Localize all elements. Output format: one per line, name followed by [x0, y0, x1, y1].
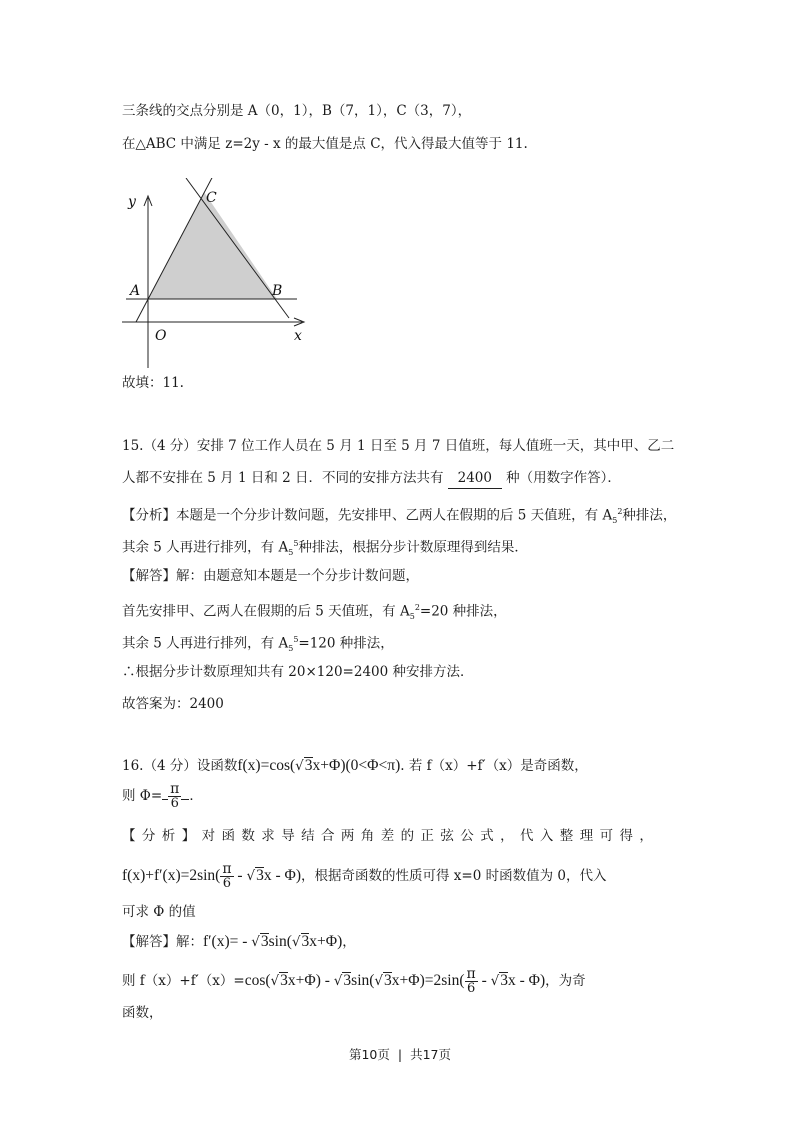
q15-line2: [122, 468, 621, 489]
label-c: C: [206, 190, 217, 206]
q16-solution-line3: 函数，: [122, 1005, 163, 1021]
sub: 5: [409, 612, 415, 622]
fraction: [465, 967, 478, 996]
q15-solution-line2: [122, 598, 507, 627]
formula: x+Φ): [309, 933, 343, 950]
label-o: O: [155, 328, 167, 344]
feasible-region: [148, 192, 277, 299]
sup: 2: [617, 507, 623, 516]
text: 【分析】本题是一个分步计数问题，先安排甲、乙两人在假期的后 5 天值班，有 A: [122, 507, 613, 524]
text: . 若 f（x）+f′（x）是奇函数，: [400, 758, 588, 774]
formula: f′(x)= -: [203, 933, 252, 950]
denominator: 6: [466, 981, 476, 996]
sup: 2: [414, 603, 420, 612]
sqrt-radicand: 3: [343, 972, 352, 989]
label-b: B: [272, 283, 283, 299]
text: 【解答】解：: [122, 934, 203, 950]
page-footer: [0, 1045, 800, 1063]
sqrt-radicand: 3: [500, 972, 508, 989]
sqrt-radicand: 3: [260, 933, 269, 950]
formula: -: [477, 972, 491, 989]
text: =120 种排法，: [298, 635, 394, 652]
denominator: 6: [222, 876, 232, 891]
sqrt-radicand: 3: [384, 972, 392, 989]
text: 16.（4 分）设函数: [122, 758, 238, 774]
denominator: 6: [170, 796, 179, 811]
q15-solution-line4: ∴根据分步计数原理知共有 20×120=2400 种安排方法．: [122, 664, 474, 680]
formula: x+Φ)=2sin(: [391, 972, 465, 989]
sqrt-radicand: 3: [304, 757, 313, 774]
sup: 5: [293, 635, 299, 644]
formula: f(x)=cos(: [237, 757, 296, 774]
sqrt-radicand: 3: [280, 972, 288, 989]
page-number: 第10页: [348, 1047, 390, 1062]
footer-separator: |: [397, 1047, 403, 1062]
q15-line1: 15.（4 分）安排 7 位工作人员在 5 月 1 日至 5 月 7 日值班，每人值班一天，其中甲、乙二: [122, 438, 675, 454]
numerator: π: [466, 966, 476, 982]
text: 则 Φ=: [122, 788, 163, 804]
sup: 5: [293, 539, 299, 548]
answer-fraction: [168, 782, 181, 811]
text: ，: [342, 934, 356, 950]
q16-analysis-line3: 可求 Φ 的值: [122, 904, 196, 920]
q15-analysis-line2: [122, 534, 528, 563]
text: ，根据奇函数的性质可得 x=0 时函数值为 0，代入: [300, 868, 607, 884]
numerator: π: [170, 781, 180, 797]
label-y: y: [128, 194, 136, 210]
page-total: 共17页: [410, 1047, 452, 1062]
formula: x - Φ): [263, 867, 301, 884]
text: =20 种排法，: [419, 603, 507, 620]
label-a: A: [130, 283, 141, 299]
q15-analysis-line1: [122, 502, 676, 531]
q15-answer-blank: 2400: [448, 468, 502, 489]
text-line: 在△ABC 中满足 z=2y - x 的最大值是点 C，代入得最大值等于 11.: [122, 136, 528, 152]
q16-analysis-line2: f(x)+f′(x)=2sin( $\frac{\pi}{6}$ - √3x - Φ)，根据奇函数的性质可得 x=0 时函数值为 0，代入: [122, 861, 607, 891]
q15-text: 人都不安排在 5 月 1 日和 2 日．不同的安排方法共有: [122, 470, 444, 486]
fill-answer: 故填：11.: [122, 375, 184, 391]
text-line: 三条线的交点分别是 A（0，1），B（7，1），C（3，7），: [122, 103, 472, 119]
q15-final-answer: 故答案为：2400: [122, 696, 224, 712]
text: 种排法，: [622, 507, 677, 524]
text: 首先安排甲、乙两人在假期的后 5 天值班，有 A: [122, 603, 410, 620]
sqrt-radicand: 3: [256, 867, 264, 884]
formula: sin(: [351, 972, 375, 989]
text: 则 f（x）+f′（x）=: [122, 973, 245, 989]
formula: x - Φ): [507, 972, 546, 989]
sub: 5: [612, 516, 618, 526]
formula: x+Φ)(0<Φ<π): [312, 757, 401, 774]
sqrt-radicand: 3: [301, 933, 310, 950]
q15-text: 种（用数字作答）．: [506, 470, 621, 486]
q15-solution-line3: [122, 630, 394, 659]
q16-solution-line2: 则 f（x）+f′（x）=cos(√3x+Φ) - √3sin(√3x+Φ)=2sin( $\frac{\pi}{6}$ - √3x - Φ)，为奇: [122, 966, 586, 996]
q16-solution-line1: 【解答】解：f′(x)= - √3sin(√3x+Φ)，: [122, 933, 356, 950]
q16-analysis-line1: 【分析】对函数求导结合两角差的正弦公式，代入整理可得，: [122, 828, 660, 844]
q15-solution-line1: 【解答】解：由题意知本题是一个分步计数问题，: [122, 568, 419, 584]
triangle-graph: [112, 178, 312, 378]
sub: 5: [288, 644, 294, 654]
q16-line1: 16.（4 分）设函数f(x)=cos(√3x+Φ)(0<Φ<π). 若 f（x）+f′（x）是奇函数，: [122, 757, 588, 774]
formula: sin(: [268, 933, 292, 950]
text: ，为奇: [545, 973, 586, 989]
formula: f(x)+f′(x)=2sin(: [122, 867, 221, 884]
text: 其余 5 人再进行排列，有 A: [122, 539, 289, 556]
numerator: π: [222, 861, 232, 877]
fraction: [220, 862, 233, 891]
sub: 5: [288, 548, 294, 558]
formula: -: [233, 867, 247, 884]
text: 种排法，根据分步计数原理得到结果．: [298, 539, 528, 556]
formula: x+Φ) -: [287, 972, 334, 989]
text: 其余 5 人再进行排列，有 A: [122, 635, 289, 652]
q16-line2: 则 Φ= $\frac{\pi}{6}$ ．: [122, 781, 203, 811]
label-x: x: [294, 328, 302, 344]
formula: cos(: [244, 972, 271, 989]
